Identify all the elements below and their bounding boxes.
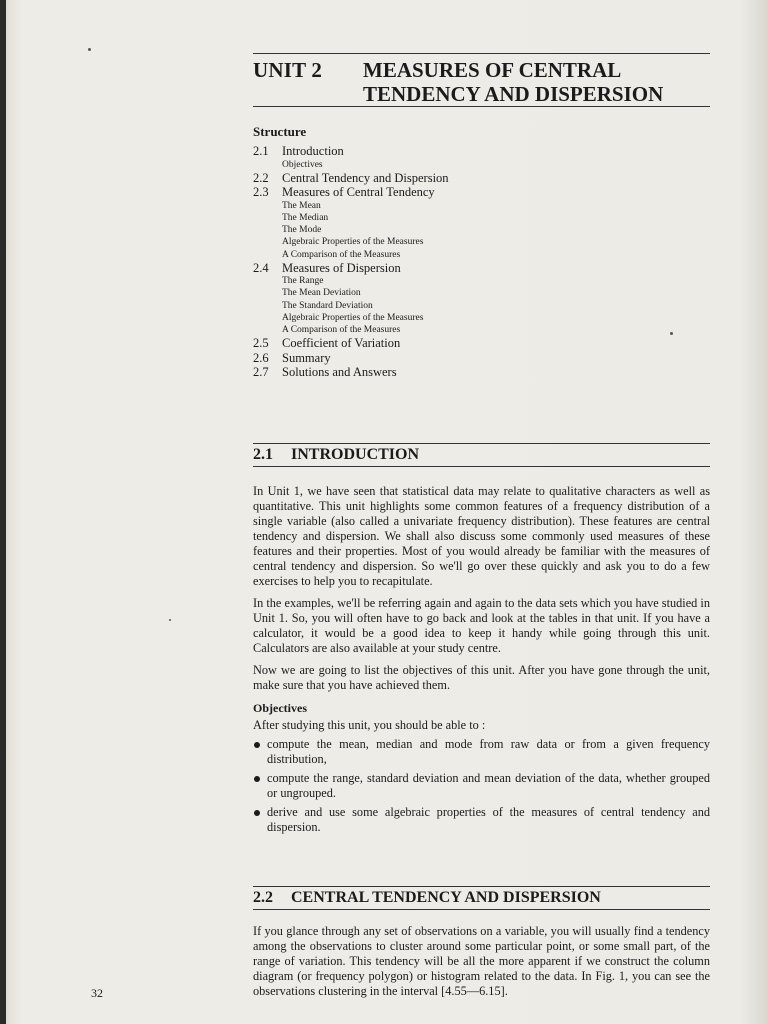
central-section-title: CENTRAL TENDENCY AND DISPERSION [291, 889, 601, 906]
objectives-lead: After studying this unit, you should be able to : [253, 718, 486, 732]
structure-item-number: 2.5 [253, 336, 269, 351]
structure-item-label: Central Tendency and Dispersion [282, 170, 449, 185]
objective-text: compute the range, standard deviation and mean deviation of the data, whether grouped or ungrouped. [267, 771, 710, 800]
scan-left-edge [0, 0, 6, 1024]
objective-text: derive and use some algebraic properties of the measures of central tendency and dispersion. [267, 805, 710, 834]
structure-item [253, 336, 710, 351]
structure-item [253, 171, 710, 186]
central-heading [253, 889, 710, 907]
intro-heading [253, 446, 710, 464]
structure-item-number: 2.4 [253, 260, 269, 275]
intro-paragraph-2: In the examples, we'll be referring again and again to the data sets which you have studied in Unit 1. So, you will often have to go back and look at the tables in that unit. If you have a calculator, it would be a good idea to keep it handy while going through this unit. Calculators are also available at your study centre. [253, 596, 710, 655]
structure-item-number: 2.7 [253, 365, 269, 380]
scan-speck [88, 48, 91, 51]
central-paragraph-1: If you glance through any set of observations on a variable, you will usually find a tendency among the observations to cluster around some particular point, or some small part, of the range of variation. This tendency will be all the more apparent if we construct the column diagram (or frequency polygon) or histogram related to the data. In Fig. 1, you can see the observations clustering in the interval [4.55—6.15]. [253, 924, 710, 998]
intro-paragraph-3: Now we are going to list the objectives of this unit. After you have gone through the unit, make sure that you have achieved them. [253, 663, 710, 692]
structure-subitem: The Standard Deviation [282, 300, 373, 311]
bullet-icon [254, 776, 260, 782]
structure-heading: Structure [253, 124, 307, 139]
unit-title-line2: TENDENCY AND DISPERSION [363, 82, 664, 106]
structure-item-label: Introduction [282, 144, 344, 158]
structure-subitem: Algebraic Properties of the Measures [282, 237, 424, 248]
structure-subitem: The Range [282, 276, 324, 287]
structure-outline [253, 124, 710, 380]
objectives-list [253, 737, 710, 835]
structure-subitem: A Comparison of the Measures [282, 249, 401, 260]
structure-subitem: The Median [282, 212, 329, 223]
structure-item-label: Coefficient of Variation [282, 336, 401, 351]
unit-header [253, 58, 710, 108]
intro-body [253, 484, 710, 839]
structure-item [253, 261, 710, 276]
structure-item-label: Solutions and Answers [282, 365, 397, 380]
bullet-icon [254, 810, 260, 816]
structure-subitem: The Mean [282, 200, 321, 211]
structure-subitem: The Mode [282, 225, 322, 236]
scan-speck [670, 332, 673, 335]
structure-subitem: A Comparison of the Measures [282, 325, 401, 336]
structure-subitem: Objectives [282, 159, 323, 170]
unit-number: UNIT 2 [253, 58, 323, 82]
structure-list [253, 144, 710, 380]
unit-title-line1: MEASURES OF CENTRAL [363, 58, 622, 82]
structure-item-number: 2.6 [253, 350, 269, 365]
central-section-number: 2.2 [253, 889, 273, 906]
objective-item [253, 771, 710, 801]
structure-subitem: Algebraic Properties of the Measures [282, 312, 424, 323]
central-body [253, 924, 710, 1006]
objective-text: compute the mean, median and mode from raw data or from a given frequency distribution, [267, 737, 710, 766]
objective-item [253, 805, 710, 835]
bullet-icon [254, 742, 260, 748]
structure-item [253, 351, 710, 366]
structure-item-label: Summary [282, 350, 331, 365]
structure-item [253, 144, 710, 159]
structure-item-label: Measures of Central Tendency [282, 185, 435, 200]
structure-item [253, 185, 710, 200]
intro-top-rule [253, 443, 710, 444]
objective-item [253, 737, 710, 767]
structure-item-number: 2.3 [253, 185, 269, 200]
structure-item-number: 2.2 [253, 170, 269, 185]
structure-item-label: Measures of Dispersion [282, 260, 401, 275]
intro-paragraph-1: In Unit 1, we have seen that statistical data may relate to qualitative characters as well as quantitative. This unit highlights some common features of a frequency distribution of a single variable (also called a univariate frequency distribution). These features are central tendency and dispersion. We shall also discuss some commonly used measures of these features and their properties. Most of you would already be familiar with the measures of central tendency and dispersion. So we'll go over these quickly and ask you to do a few exercises to help you to recapitulate. [253, 484, 710, 588]
intro-bottom-rule [253, 466, 710, 467]
objectives-heading: Objectives [253, 701, 307, 715]
header-bottom-rule [253, 106, 710, 107]
top-rule [253, 53, 710, 54]
scan-speck [169, 619, 171, 621]
intro-section-number: 2.1 [253, 446, 273, 463]
intro-section-title: INTRODUCTION [291, 446, 420, 463]
central-bottom-rule [253, 909, 710, 910]
structure-subitem: The Mean Deviation [282, 288, 361, 299]
page-number: 32 [91, 986, 103, 1000]
unit-title [363, 58, 663, 106]
structure-item [253, 365, 710, 380]
structure-item-number: 2.1 [253, 144, 269, 158]
central-top-rule [253, 886, 710, 887]
